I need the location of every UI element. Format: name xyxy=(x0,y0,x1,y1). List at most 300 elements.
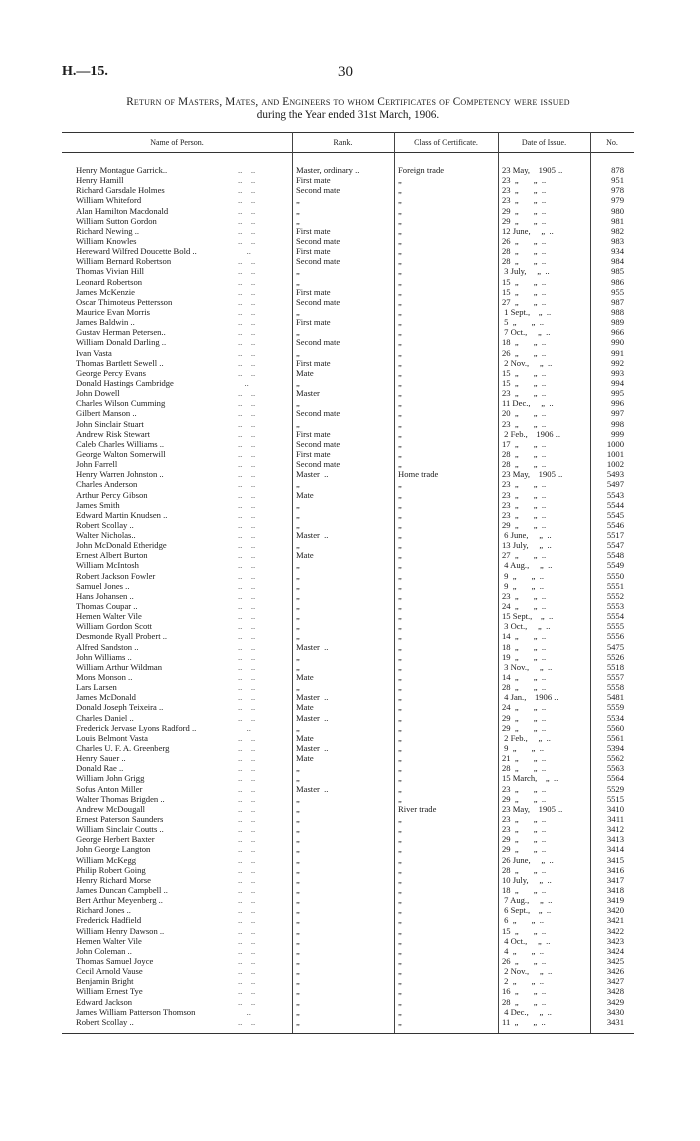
leader-dots: .. .. xyxy=(238,428,256,439)
certificate-number: 3410 xyxy=(606,803,624,814)
table-row xyxy=(0,763,700,773)
table-row xyxy=(0,165,700,175)
rank-cell: Master .. xyxy=(296,783,329,794)
table-row xyxy=(0,337,700,347)
person-name: Robert Scollay .. xyxy=(76,1016,134,1027)
table-top-rule xyxy=(62,132,634,133)
class-cell: „ xyxy=(398,651,402,662)
date-cell: 28 „ „ .. xyxy=(502,996,547,1007)
certificate-number: 5548 xyxy=(606,550,624,561)
class-cell: „ xyxy=(398,388,402,399)
class-cell: River trade xyxy=(398,803,437,814)
table-row xyxy=(0,560,700,570)
table-row xyxy=(0,226,700,236)
date-cell: 7 Oct., „ .. xyxy=(502,327,551,338)
certificate-number: 989 xyxy=(611,317,624,328)
rank-cell: „ xyxy=(296,590,300,601)
date-cell: 26 „ „ .. xyxy=(502,955,547,966)
person-name: John Dowell xyxy=(76,388,120,399)
certificate-number: 5493 xyxy=(606,469,624,480)
date-cell: 23 „ „ .. xyxy=(502,783,547,794)
table-row xyxy=(0,266,700,276)
table-row xyxy=(0,997,700,1007)
rank-cell: „ xyxy=(296,215,300,226)
certificate-number: 5554 xyxy=(606,611,624,622)
person-name: James McKenzie xyxy=(76,286,135,297)
date-cell: 27 „ „ .. xyxy=(502,550,547,561)
person-name: William McKegg xyxy=(76,854,137,865)
date-cell: 4 „ „ .. xyxy=(502,945,545,956)
date-cell: 24 „ „ .. xyxy=(502,702,547,713)
person-name: Richard Jones .. xyxy=(76,905,131,916)
class-cell: „ xyxy=(398,621,402,632)
leader-dots: .. .. xyxy=(238,317,256,328)
rank-cell: „ xyxy=(296,570,300,581)
page-id: H.—15. xyxy=(62,64,108,79)
leader-dots: .. .. xyxy=(238,682,256,693)
person-name: Caleb Charles Williams .. xyxy=(76,438,165,449)
class-cell: „ xyxy=(398,844,402,855)
table-row xyxy=(0,206,700,216)
table-row xyxy=(0,287,700,297)
rank-cell: „ xyxy=(296,895,300,906)
rank-cell: „ xyxy=(296,651,300,662)
person-name: William Gordon Scott xyxy=(76,621,153,632)
date-cell: 28 „ „ .. xyxy=(502,448,547,459)
leader-dots: .. .. xyxy=(238,905,256,916)
date-cell: 23 „ „ .. xyxy=(502,509,547,520)
person-name: William Sinclair Coutts .. xyxy=(76,824,164,835)
leader-dots: .. .. xyxy=(238,570,256,581)
rank-cell: „ xyxy=(296,722,300,733)
rank-cell: „ xyxy=(296,195,300,206)
leader-dots: .. .. xyxy=(238,641,256,652)
date-cell: 28 „ „ .. xyxy=(502,682,547,693)
class-cell: „ xyxy=(398,266,402,277)
table-row xyxy=(0,966,700,976)
date-cell: 23 „ „ .. xyxy=(502,418,547,429)
class-cell: „ xyxy=(398,672,402,683)
leader-dots: .. .. xyxy=(238,803,256,814)
leader-dots: .. .. xyxy=(238,814,256,824)
table-row xyxy=(0,348,700,358)
date-cell: 15 „ „ .. xyxy=(502,925,547,936)
certificate-number: 5547 xyxy=(606,540,624,551)
person-name: Henry Warren Johnston .. xyxy=(76,469,164,480)
leader-dots: .. .. xyxy=(238,469,256,480)
person-name: Charles Anderson xyxy=(76,479,138,490)
date-cell: 2 Nov., „ .. xyxy=(502,966,553,977)
rank-cell: „ xyxy=(296,803,300,814)
leader-dots: .. .. xyxy=(238,824,256,835)
person-name: Thomas Bartlett Sewell .. xyxy=(76,357,164,368)
rank-cell: First mate xyxy=(296,246,331,257)
leader-dots: .. .. xyxy=(238,519,256,530)
class-cell: „ xyxy=(398,945,402,956)
date-cell: 29 „ „ .. xyxy=(502,215,547,226)
date-cell: 26 „ „ .. xyxy=(502,347,547,358)
certificate-number: 984 xyxy=(611,256,624,267)
class-cell: „ xyxy=(398,418,402,429)
date-cell: 15 „ „ .. xyxy=(502,276,547,287)
certificate-number: 5526 xyxy=(606,651,624,662)
rank-cell: „ xyxy=(296,682,300,693)
table-row xyxy=(0,520,700,530)
date-cell: 15 „ „ .. xyxy=(502,367,547,378)
table-row xyxy=(0,875,700,885)
certificate-number: 992 xyxy=(611,357,624,368)
certificate-number: 5475 xyxy=(606,641,624,652)
certificate-number: 991 xyxy=(611,347,624,358)
date-cell: 4 Jan., 1906 .. xyxy=(502,692,559,703)
header-rank: Rank. xyxy=(333,138,353,147)
date-cell: 11 Dec., „ .. xyxy=(502,398,554,409)
certificate-number: 5394 xyxy=(606,743,624,754)
person-name: Maurice Evan Morris xyxy=(76,306,150,317)
leader-dots: .. .. xyxy=(238,692,256,703)
date-cell: 5 „ „ .. xyxy=(502,317,545,328)
table-row xyxy=(0,601,700,611)
leader-dots: .. .. xyxy=(238,955,256,966)
person-name: William Arthur Wildman xyxy=(76,661,163,672)
rank-cell: „ xyxy=(296,905,300,916)
leader-dots: .. xyxy=(238,722,251,733)
certificate-number: 3420 xyxy=(606,905,624,916)
person-name: Samuel Jones .. xyxy=(76,580,130,591)
date-cell: 2 Nov., „ .. xyxy=(502,357,553,368)
leader-dots: .. .. xyxy=(238,895,256,906)
table-row xyxy=(0,368,700,378)
leader-dots: .. .. xyxy=(238,388,256,399)
person-name: Philip Robert Going xyxy=(76,864,146,875)
person-name: Henry Sauer .. xyxy=(76,753,126,764)
leader-dots: .. .. xyxy=(238,459,256,470)
date-cell: 23 May, 1905 .. xyxy=(502,469,563,480)
leader-dots: .. .. xyxy=(238,854,256,865)
class-cell: „ xyxy=(398,895,402,906)
leader-dots: .. .. xyxy=(238,864,256,875)
person-name: Benjamin Bright xyxy=(76,976,134,987)
table-row xyxy=(0,550,700,560)
table-row xyxy=(0,713,700,723)
date-cell: 27 „ „ .. xyxy=(502,296,547,307)
title-line-2: during the Year ended 31st March, 1906. xyxy=(256,109,440,121)
person-name: John Coleman .. xyxy=(76,945,132,956)
date-cell: 18 „ „ .. xyxy=(502,641,547,652)
person-name: Alan Hamilton Macdonald xyxy=(76,205,169,216)
rank-cell: Master .. xyxy=(296,530,329,541)
leader-dots: .. .. xyxy=(238,884,256,895)
certificate-number: 982 xyxy=(611,225,624,236)
class-cell: „ xyxy=(398,337,402,348)
title-line-1: Return of Masters, Mates, and Engineers to whom Certificates of Competency were issued xyxy=(126,96,570,108)
leader-dots: .. .. xyxy=(238,732,256,743)
table-row xyxy=(0,794,700,804)
certificate-number: 5556 xyxy=(606,631,624,642)
leader-dots: .. .. xyxy=(238,925,256,936)
leader-dots: .. .. xyxy=(238,266,256,277)
certificate-number: 999 xyxy=(611,428,624,439)
certificate-number: 5553 xyxy=(606,601,624,612)
table-row xyxy=(0,1017,700,1027)
table-row xyxy=(0,642,700,652)
class-cell: „ xyxy=(398,986,402,997)
certificate-number: 997 xyxy=(611,408,624,419)
rank-cell: First mate xyxy=(296,357,331,368)
date-cell: 14 „ „ .. xyxy=(502,631,547,642)
person-name: Henry Montague Garrick.. xyxy=(76,165,168,175)
class-cell: „ xyxy=(398,743,402,754)
person-name: Alfred Sandston .. xyxy=(76,641,139,652)
person-name: Donald Joseph Teixeira .. xyxy=(76,702,164,713)
leader-dots: .. .. xyxy=(238,712,256,723)
rank-cell: First mate xyxy=(296,225,331,236)
rank-cell: „ xyxy=(296,976,300,987)
table-row xyxy=(0,185,700,195)
date-cell: 23 May, 1905 .. xyxy=(502,803,563,814)
certificate-number: 3431 xyxy=(606,1016,624,1027)
table-row xyxy=(0,297,700,307)
class-cell: „ xyxy=(398,185,402,196)
class-cell: „ xyxy=(398,763,402,774)
date-cell: 6 Sept., „ .. xyxy=(502,905,552,916)
certificate-number: 988 xyxy=(611,306,624,317)
person-name: James Smith xyxy=(76,499,120,510)
date-cell: 23 „ „ .. xyxy=(502,195,547,206)
rank-cell: Mate xyxy=(296,753,314,764)
date-cell: 7 Aug., „ .. xyxy=(502,895,553,906)
date-cell: 24 „ „ .. xyxy=(502,601,547,612)
certificate-number: 3412 xyxy=(606,824,624,835)
person-name: William Knowles xyxy=(76,235,137,246)
person-name: Ernest Albert Burton xyxy=(76,550,148,561)
table-row xyxy=(0,408,700,418)
class-cell: „ xyxy=(398,905,402,916)
date-cell: 15 „ „ .. xyxy=(502,377,547,388)
class-cell: „ xyxy=(398,276,402,287)
date-cell: 23 „ „ .. xyxy=(502,185,547,196)
person-name: James William Patterson Thomson xyxy=(76,1006,196,1017)
rank-cell: Mate xyxy=(296,732,314,743)
certificate-number: 3419 xyxy=(606,895,624,906)
table-row xyxy=(0,479,700,489)
leader-dots: .. .. xyxy=(238,205,256,216)
person-name: John McDonald Etheridge xyxy=(76,540,167,551)
date-cell: 1 Sept., „ .. xyxy=(502,306,552,317)
class-cell: „ xyxy=(398,327,402,338)
class-cell: „ xyxy=(398,732,402,743)
certificate-number: 966 xyxy=(611,327,624,338)
table-row xyxy=(0,429,700,439)
table-row xyxy=(0,885,700,895)
class-cell: „ xyxy=(398,530,402,541)
certificate-number: 1000 xyxy=(606,438,624,449)
table-header-rule xyxy=(62,152,634,153)
certificate-number: 978 xyxy=(611,185,624,196)
rank-cell: Master xyxy=(296,388,320,399)
class-cell: „ xyxy=(398,509,402,520)
certificate-number: 993 xyxy=(611,367,624,378)
table-row xyxy=(0,652,700,662)
leader-dots: .. .. xyxy=(238,915,256,926)
rank-cell: Mate xyxy=(296,550,314,561)
person-name: Cecil Arnold Vause xyxy=(76,966,143,977)
class-cell: „ xyxy=(398,235,402,246)
date-cell: 23 „ „ .. xyxy=(502,479,547,490)
person-name: Hereward Wilfred Doucette Bold .. xyxy=(76,246,197,257)
class-cell: „ xyxy=(398,499,402,510)
class-cell: „ xyxy=(398,296,402,307)
table-row xyxy=(0,459,700,469)
date-cell: 23 „ „ .. xyxy=(502,388,547,399)
leader-dots: .. .. xyxy=(238,966,256,977)
rank-cell: „ xyxy=(296,479,300,490)
leader-dots: .. .. xyxy=(238,408,256,419)
table-row xyxy=(0,672,700,682)
class-cell: „ xyxy=(398,966,402,977)
table-row xyxy=(0,824,700,834)
certificate-number: 3424 xyxy=(606,945,624,956)
person-name: George Percy Evans xyxy=(76,367,147,378)
rank-cell: First mate xyxy=(296,317,331,328)
leader-dots: .. xyxy=(238,377,249,388)
rank-cell: „ xyxy=(296,844,300,855)
certificate-number: 996 xyxy=(611,398,624,409)
leader-dots: .. .. xyxy=(238,874,256,885)
date-cell: 9 „ „ .. xyxy=(502,743,545,754)
certificate-number: 3418 xyxy=(606,884,624,895)
rank-cell: First mate xyxy=(296,175,331,186)
person-name: Charles Wilson Cumming xyxy=(76,398,166,409)
leader-dots: .. .. xyxy=(238,590,256,601)
table-row xyxy=(0,814,700,824)
person-name: Henry Richard Morse xyxy=(76,874,151,885)
table-row xyxy=(0,571,700,581)
certificate-number: 5517 xyxy=(606,530,624,541)
rank-cell: „ xyxy=(296,773,300,784)
date-cell: 15 Sept., „ .. xyxy=(502,611,554,622)
leader-dots: .. .. xyxy=(238,509,256,520)
leader-dots: .. .. xyxy=(238,844,256,855)
certificate-number: 986 xyxy=(611,276,624,287)
class-cell: „ xyxy=(398,661,402,672)
person-name: John Sinclair Stuart xyxy=(76,418,144,429)
certificate-number: 981 xyxy=(611,215,624,226)
person-name: Frederick Hadfield xyxy=(76,915,142,926)
date-cell: 2 Feb., 1906 .. xyxy=(502,428,561,439)
person-name: Bert Arthur Meyenberg .. xyxy=(76,895,163,906)
certificate-number: 3417 xyxy=(606,874,624,885)
leader-dots: .. .. xyxy=(238,986,256,997)
date-cell: 2 Feb., „ .. xyxy=(502,732,551,743)
leader-dots: .. .. xyxy=(238,530,256,541)
person-name: Frederick Jervase Lyons Radford .. xyxy=(76,722,197,733)
rank-cell: Second mate xyxy=(296,235,341,246)
table-row xyxy=(0,388,700,398)
table-row xyxy=(0,398,700,408)
class-cell: „ xyxy=(398,935,402,946)
date-cell: 16 „ „ .. xyxy=(502,986,547,997)
rank-cell: „ xyxy=(296,884,300,895)
class-cell: „ xyxy=(398,641,402,652)
class-cell: „ xyxy=(398,601,402,612)
table-row xyxy=(0,256,700,266)
class-cell: „ xyxy=(398,398,402,409)
date-cell: 29 „ „ .. xyxy=(502,834,547,845)
certificate-number: 955 xyxy=(611,286,624,297)
rank-cell: „ xyxy=(296,327,300,338)
table-row xyxy=(0,419,700,429)
date-cell: 23 „ „ .. xyxy=(502,590,547,601)
certificate-number: 3422 xyxy=(606,925,624,936)
leader-dots: .. .. xyxy=(238,185,256,196)
rank-cell: „ xyxy=(296,1006,300,1017)
rank-cell: Mate xyxy=(296,702,314,713)
rank-cell: „ xyxy=(296,276,300,287)
table-row xyxy=(0,591,700,601)
rank-cell: „ xyxy=(296,864,300,875)
table-row xyxy=(0,449,700,459)
person-name: Andrew McDougall xyxy=(76,803,145,814)
class-cell: „ xyxy=(398,560,402,571)
rank-cell: Mate xyxy=(296,367,314,378)
certificate-number: 3426 xyxy=(606,966,624,977)
class-cell: „ xyxy=(398,225,402,236)
leader-dots: .. .. xyxy=(238,773,256,784)
class-cell: „ xyxy=(398,540,402,551)
rank-cell: „ xyxy=(296,540,300,551)
person-name: Thomas Coupar .. xyxy=(76,601,138,612)
rank-cell: „ xyxy=(296,763,300,774)
table-row xyxy=(0,905,700,915)
person-name: Charles U. F. A. Greenberg xyxy=(76,743,170,754)
date-cell: 23 May, 1905 .. xyxy=(502,165,563,175)
date-cell: 17 „ „ .. xyxy=(502,438,547,449)
rank-cell: „ xyxy=(296,854,300,865)
table-row xyxy=(0,439,700,449)
rank-cell: „ xyxy=(296,874,300,885)
table-row xyxy=(0,682,700,692)
certificate-number: 3411 xyxy=(607,814,624,824)
rank-cell: „ xyxy=(296,306,300,317)
rank-cell: „ xyxy=(296,347,300,358)
person-name: Thomas Samuel Joyce xyxy=(76,955,154,966)
date-cell: 2 „ „ .. xyxy=(502,976,545,987)
class-cell: „ xyxy=(398,915,402,926)
table-row xyxy=(0,1007,700,1017)
certificate-number: 5564 xyxy=(606,773,624,784)
class-cell: „ xyxy=(398,195,402,206)
class-cell: „ xyxy=(398,317,402,328)
certificate-number: 5518 xyxy=(606,661,624,672)
date-cell: 14 „ „ .. xyxy=(502,672,547,683)
rank-cell: „ xyxy=(296,621,300,632)
rank-cell: „ xyxy=(296,611,300,622)
certificate-number: 3428 xyxy=(606,986,624,997)
date-cell: 23 „ „ .. xyxy=(502,499,547,510)
date-cell: 15 March, „ .. xyxy=(502,773,559,784)
person-name: Mons Monson .. xyxy=(76,672,133,683)
date-cell: 19 „ „ .. xyxy=(502,651,547,662)
person-name: Lars Larsen xyxy=(76,682,117,693)
table-row xyxy=(0,723,700,733)
person-name: William Henry Dawson .. xyxy=(76,925,165,936)
rank-cell: „ xyxy=(296,793,300,804)
certificate-number: 990 xyxy=(611,337,624,348)
table-row xyxy=(0,804,700,814)
date-cell: 23 „ „ .. xyxy=(502,814,547,824)
person-name: William John Grigg xyxy=(76,773,145,784)
